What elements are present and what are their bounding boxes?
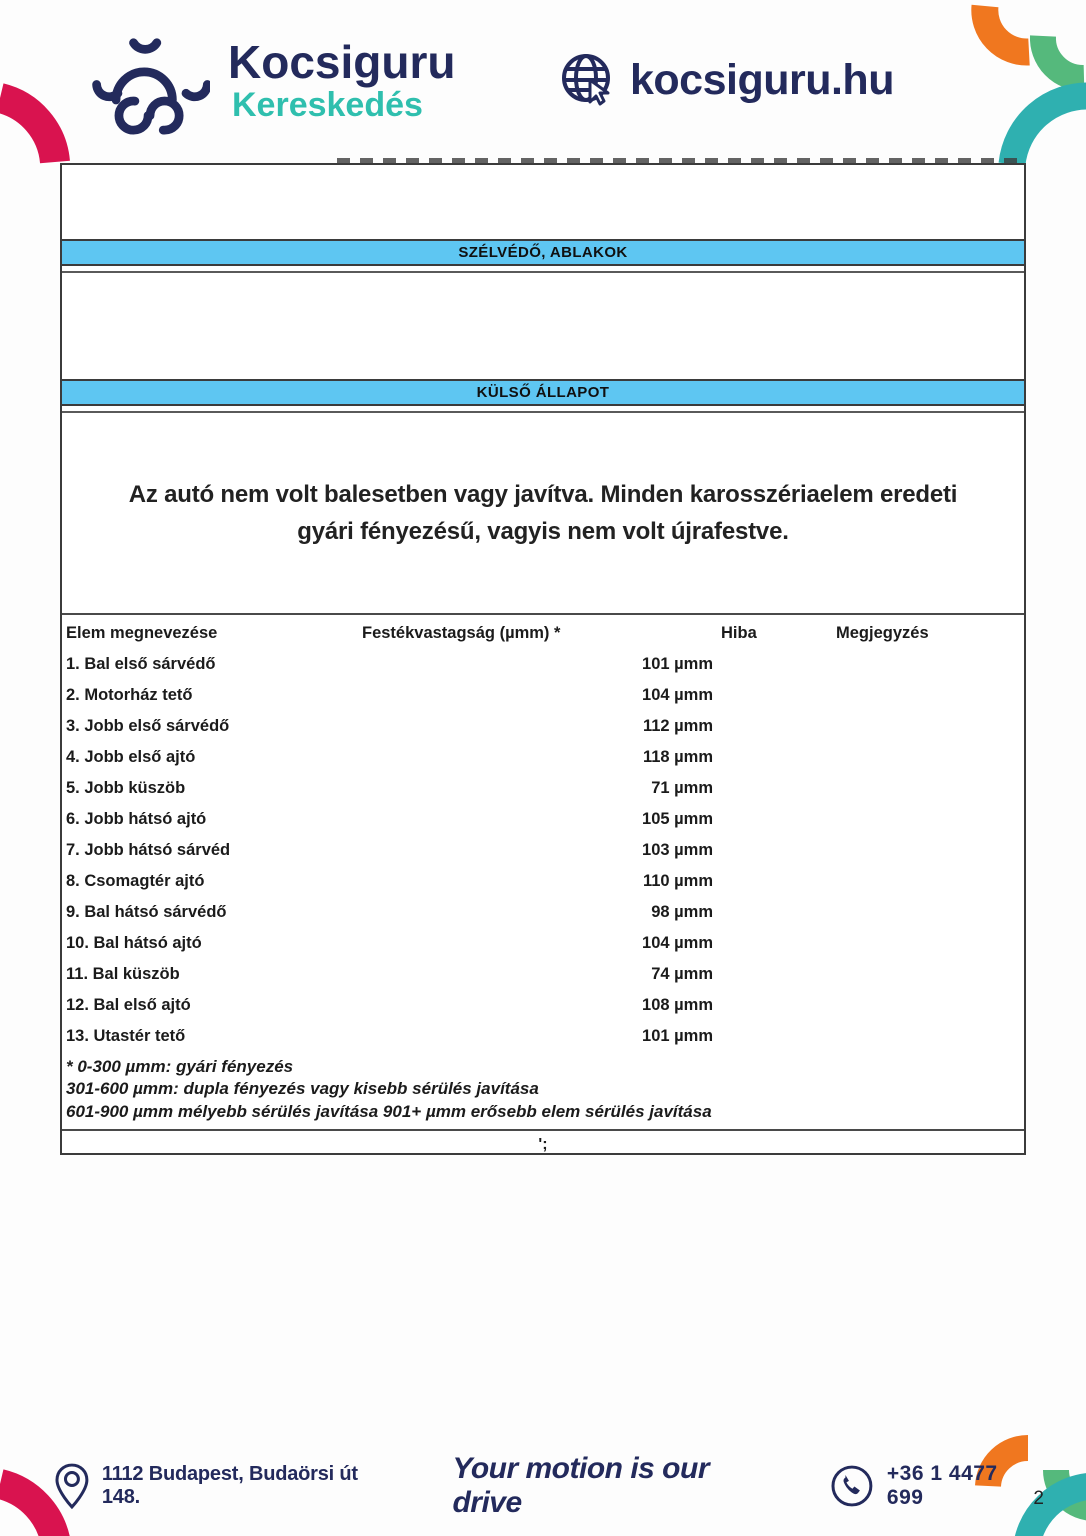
arc-bottom-left-crimson — [0, 1484, 56, 1536]
table-row — [62, 990, 1024, 1021]
statement-wrap — [62, 413, 1024, 613]
table-row — [62, 711, 1024, 742]
footnote-line: 601-900 µmm mélyebb sérülés javítása 901+ µmm erősebb elem sérülés javítása — [66, 1101, 712, 1121]
section-header-kulso-allapot: KÜLSŐ ÁLLAPOT — [62, 379, 1024, 406]
table-row — [62, 742, 1024, 773]
brand-name: Kocsiguru — [228, 36, 456, 88]
website-name: kocsiguru.hu — [630, 55, 894, 104]
table-row — [62, 959, 1024, 990]
element-name: 3. Jobb első sárvédő — [66, 717, 230, 735]
table-row — [62, 773, 1024, 804]
table-row — [62, 1021, 1024, 1052]
footer-phone: +36 1 4477 699 — [886, 1462, 998, 1509]
element-name: 13. Utastér tető — [66, 1027, 186, 1045]
footer-address: 1112 Budapest, Budaörsi út 148. — [101, 1463, 358, 1508]
paint-thickness-value: 101 µmm — [642, 1027, 713, 1045]
table-row — [62, 680, 1024, 711]
paint-thickness-value: 105 µmm — [642, 810, 713, 828]
page-number: 2 — [1033, 1488, 1044, 1509]
element-name: 7. Jobb hátsó sárvéd — [66, 841, 231, 859]
table-row — [62, 835, 1024, 866]
paint-thickness-value: 101 µmm — [642, 655, 713, 673]
paint-thickness-table — [62, 613, 1024, 1052]
brand-division: Kereskedés — [232, 86, 423, 125]
header — [92, 28, 455, 136]
footer-phone-block — [829, 1462, 1040, 1510]
table-row — [62, 897, 1024, 928]
arc-top-right-orange — [985, 6, 1029, 52]
arc-bottom-right-green — [1056, 1470, 1086, 1508]
section-header-szelvedo: SZÉLVÉDŐ, ABLAKOK — [62, 239, 1024, 266]
element-name: 11. Bal küszöb — [66, 965, 180, 983]
paint-thickness-value: 98 µmm — [651, 903, 713, 921]
element-name: 10. Bal hátsó ajtó — [66, 934, 202, 952]
condition-statement: Az autó nem volt balesetben vagy javítva. Minden karosszériaelem eredeti gyári fényezésű, vagyis nem volt újrafestve. — [128, 480, 958, 545]
element-name: 9. Bal hátsó sárvédő — [66, 903, 227, 921]
clipped-text-remnant — [337, 158, 1017, 165]
element-name: 6. Jobb hátsó ajtó — [66, 810, 207, 828]
table-body — [62, 649, 1024, 1052]
paint-thickness-value: 112 µmm — [642, 717, 713, 735]
paint-thickness-value: 104 µmm — [642, 934, 713, 952]
location-pin-icon — [52, 1462, 92, 1510]
closing-row: '; — [62, 1129, 1024, 1158]
paint-thickness-value: 71 µmm — [651, 779, 713, 797]
footer-address-block — [52, 1462, 400, 1510]
document-frame — [60, 163, 1026, 1155]
element-name: 5. Jobb küszöb — [66, 779, 186, 797]
footer — [52, 1452, 1040, 1519]
paint-thickness-value: 103 µmm — [642, 841, 713, 859]
blank-section-mid — [62, 273, 1024, 379]
table-row — [62, 649, 1024, 680]
arc-top-right-green — [1043, 36, 1084, 78]
table-row — [62, 804, 1024, 835]
globe-icon — [560, 52, 616, 108]
paint-thickness-value: 74 µmm — [651, 965, 713, 983]
footnote-line: 301-600 µmm: dupla fényezés vagy kisebb sérülés javítása — [66, 1079, 539, 1099]
element-name: 4. Jobb első ajtó — [66, 748, 196, 766]
element-name: 8. Csomagtér ajtó — [66, 872, 205, 890]
paint-thickness-value: 108 µmm — [642, 996, 713, 1014]
col-header-thickness: Festékvastagság (µmm) * — [362, 623, 561, 642]
paint-thickness-value: 110 µmm — [642, 872, 713, 890]
element-name: 12. Bal első ajtó — [66, 996, 191, 1014]
footnotes — [62, 1052, 1024, 1129]
blank-section-top — [62, 165, 1024, 239]
paint-thickness-value: 118 µmm — [642, 748, 713, 766]
arc-top-right-teal — [1012, 96, 1086, 164]
table-row — [62, 866, 1024, 897]
col-header-defect: Hiba — [721, 623, 757, 642]
table-header-row — [62, 617, 1024, 649]
element-name: 2. Motorház tető — [66, 686, 193, 704]
arc-top-left-crimson — [0, 98, 55, 162]
kocsiguru-logo-icon — [92, 34, 210, 136]
paint-thickness-value: 104 µmm — [642, 686, 713, 704]
website-header — [560, 52, 894, 108]
col-header-note: Megjegyzés — [836, 623, 929, 642]
footer-slogan: Your motion is our drive — [452, 1452, 709, 1519]
element-name: 1. Bal első sárvédő — [66, 655, 216, 673]
phone-icon — [829, 1463, 875, 1509]
col-header-element: Elem megnevezése — [66, 623, 218, 642]
footnote-line: * 0-300 µmm: gyári fényezés — [66, 1057, 294, 1076]
table-row — [62, 928, 1024, 959]
